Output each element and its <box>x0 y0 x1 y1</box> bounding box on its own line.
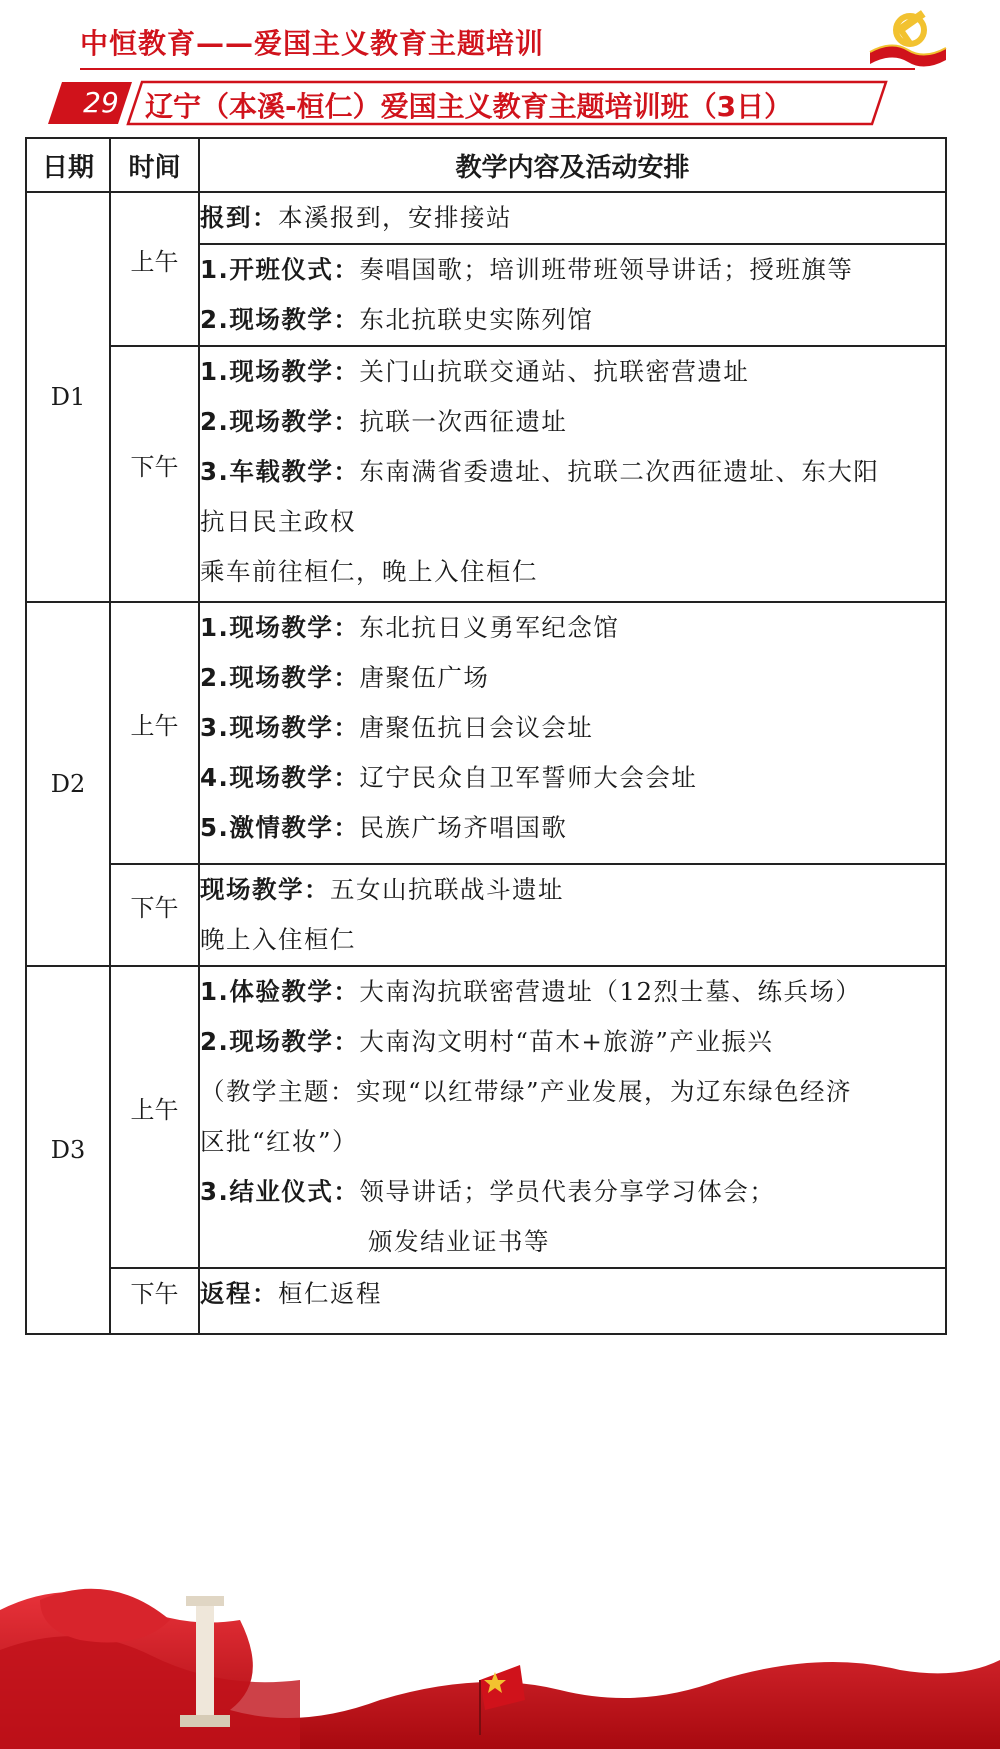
header-time: 时间 <box>110 138 199 192</box>
item-text: （教学主题：实现“以红带绿”产业发展，为辽东绿色经济 <box>200 1077 853 1106</box>
item-text: 本溪报到，安排接站 <box>278 203 512 232</box>
content-line <box>200 1017 945 1067</box>
item-text: 大南沟抗联密营遗址（12烈士墓、练兵场） <box>359 977 862 1006</box>
item-text: 乘车前往桓仁，晚上入住桓仁 <box>200 557 538 586</box>
content-line <box>200 193 945 243</box>
content-line <box>200 397 945 447</box>
content-line <box>200 1067 945 1117</box>
content-line <box>200 1117 945 1167</box>
content-line <box>200 603 945 653</box>
item-text: 辽宁民众自卫军誓师大会会址 <box>359 763 698 792</box>
content-line <box>200 967 945 1017</box>
item-label: 返程： <box>200 1279 278 1308</box>
table-header-row <box>26 138 946 192</box>
time-cell-d3-pm: 下午 <box>110 1268 199 1334</box>
content-line <box>200 447 945 497</box>
day-cell-d1: D1 <box>26 192 110 602</box>
content-line <box>200 865 945 915</box>
content-cell <box>199 966 946 1268</box>
content-line <box>200 803 945 853</box>
item-text: 大南沟文明村“苗木+旅游”产业振兴 <box>359 1027 774 1056</box>
table-row <box>26 192 946 244</box>
item-text: 颁发结业证书等 <box>368 1227 550 1256</box>
time-cell-d1-pm: 下午 <box>110 346 199 602</box>
table-row <box>26 864 946 966</box>
content-line <box>200 703 945 753</box>
content-line <box>200 1269 945 1319</box>
item-label: 报到： <box>200 203 278 232</box>
time-cell-d3-am: 上午 <box>110 966 199 1268</box>
item-text: 东北抗日义勇军纪念馆 <box>359 613 620 642</box>
table-row <box>26 602 946 864</box>
section-title: 辽宁（本溪-桓仁）爱国主义教育主题培训班（3日） <box>145 90 793 123</box>
item-label: 4.现场教学： <box>200 763 360 792</box>
content-line <box>200 1167 945 1217</box>
item-label: 现场教学： <box>200 875 330 904</box>
table-row <box>26 966 946 1268</box>
item-text: 桓仁返程 <box>278 1279 382 1308</box>
header-title: 中恒教育——爱国主义教育主题培训 <box>80 27 545 60</box>
content-line <box>200 753 945 803</box>
item-text: 五女山抗联战斗遗址 <box>330 875 564 904</box>
content-cell <box>199 192 946 244</box>
item-text: 晚上入住桓仁 <box>200 925 356 954</box>
content-line <box>200 497 945 547</box>
item-label: 5.激情教学： <box>200 813 360 842</box>
item-label: 1.开班仪式： <box>200 255 360 284</box>
item-label: 3.现场教学： <box>200 713 360 742</box>
content-cell <box>199 1268 946 1334</box>
item-text: 区批“红妆”） <box>200 1127 359 1156</box>
content-cell <box>199 346 946 602</box>
item-text: 领导讲话；学员代表分享学习体会； <box>359 1177 776 1206</box>
item-label: 2.现场教学： <box>200 407 360 436</box>
item-text: 抗日民主政权 <box>200 507 356 536</box>
table-row <box>26 1268 946 1334</box>
item-text: 东北抗联史实陈列馆 <box>359 305 594 334</box>
item-text: 东南满省委遗址、抗联二次西征遗址、东大阳 <box>359 457 880 486</box>
content-line <box>200 547 945 597</box>
item-label: 3.结业仪式： <box>200 1177 360 1206</box>
section-number: 29 <box>83 86 119 119</box>
content-cell <box>199 602 946 864</box>
time-cell-d1-am: 上午 <box>110 192 199 346</box>
day-cell-d3: D3 <box>26 966 110 1334</box>
content-line <box>200 347 945 397</box>
content-cell <box>199 244 946 346</box>
header-divider <box>80 68 915 70</box>
header-date: 日期 <box>26 138 110 192</box>
content-line <box>200 1217 945 1267</box>
item-label: 1.现场教学： <box>200 613 360 642</box>
item-label: 2.现场教学： <box>200 663 360 692</box>
item-text: 抗联一次西征遗址 <box>359 407 568 436</box>
schedule-table <box>25 137 947 1335</box>
content-line <box>200 245 945 295</box>
content-line <box>200 915 945 965</box>
item-text: 唐聚伍抗日会议会址 <box>359 713 594 742</box>
item-text: 唐聚伍广场 <box>359 663 490 692</box>
day-cell-d2: D2 <box>26 602 110 966</box>
item-label: 1.体验教学： <box>200 977 360 1006</box>
time-cell-d2-am: 上午 <box>110 602 199 864</box>
item-label: 2.现场教学： <box>200 1027 360 1056</box>
time-cell-d2-pm: 下午 <box>110 864 199 966</box>
content-line <box>200 295 945 345</box>
item-text: 奏唱国歌；培训班带班领导讲话；授班旗等 <box>359 255 854 284</box>
hammer-sickle-icon <box>862 10 952 72</box>
item-text: 民族广场齐唱国歌 <box>359 813 568 842</box>
red-flag-ribbon-icon <box>0 1560 1000 1749</box>
content-cell <box>199 864 946 966</box>
item-label: 2.现场教学： <box>200 305 360 334</box>
item-text: 关门山抗联交通站、抗联密营遗址 <box>359 357 750 386</box>
content-line <box>200 653 945 703</box>
table-row <box>26 346 946 602</box>
header-content: 教学内容及活动安排 <box>199 138 946 192</box>
item-label: 1.现场教学： <box>200 357 360 386</box>
item-label: 3.车载教学： <box>200 457 360 486</box>
